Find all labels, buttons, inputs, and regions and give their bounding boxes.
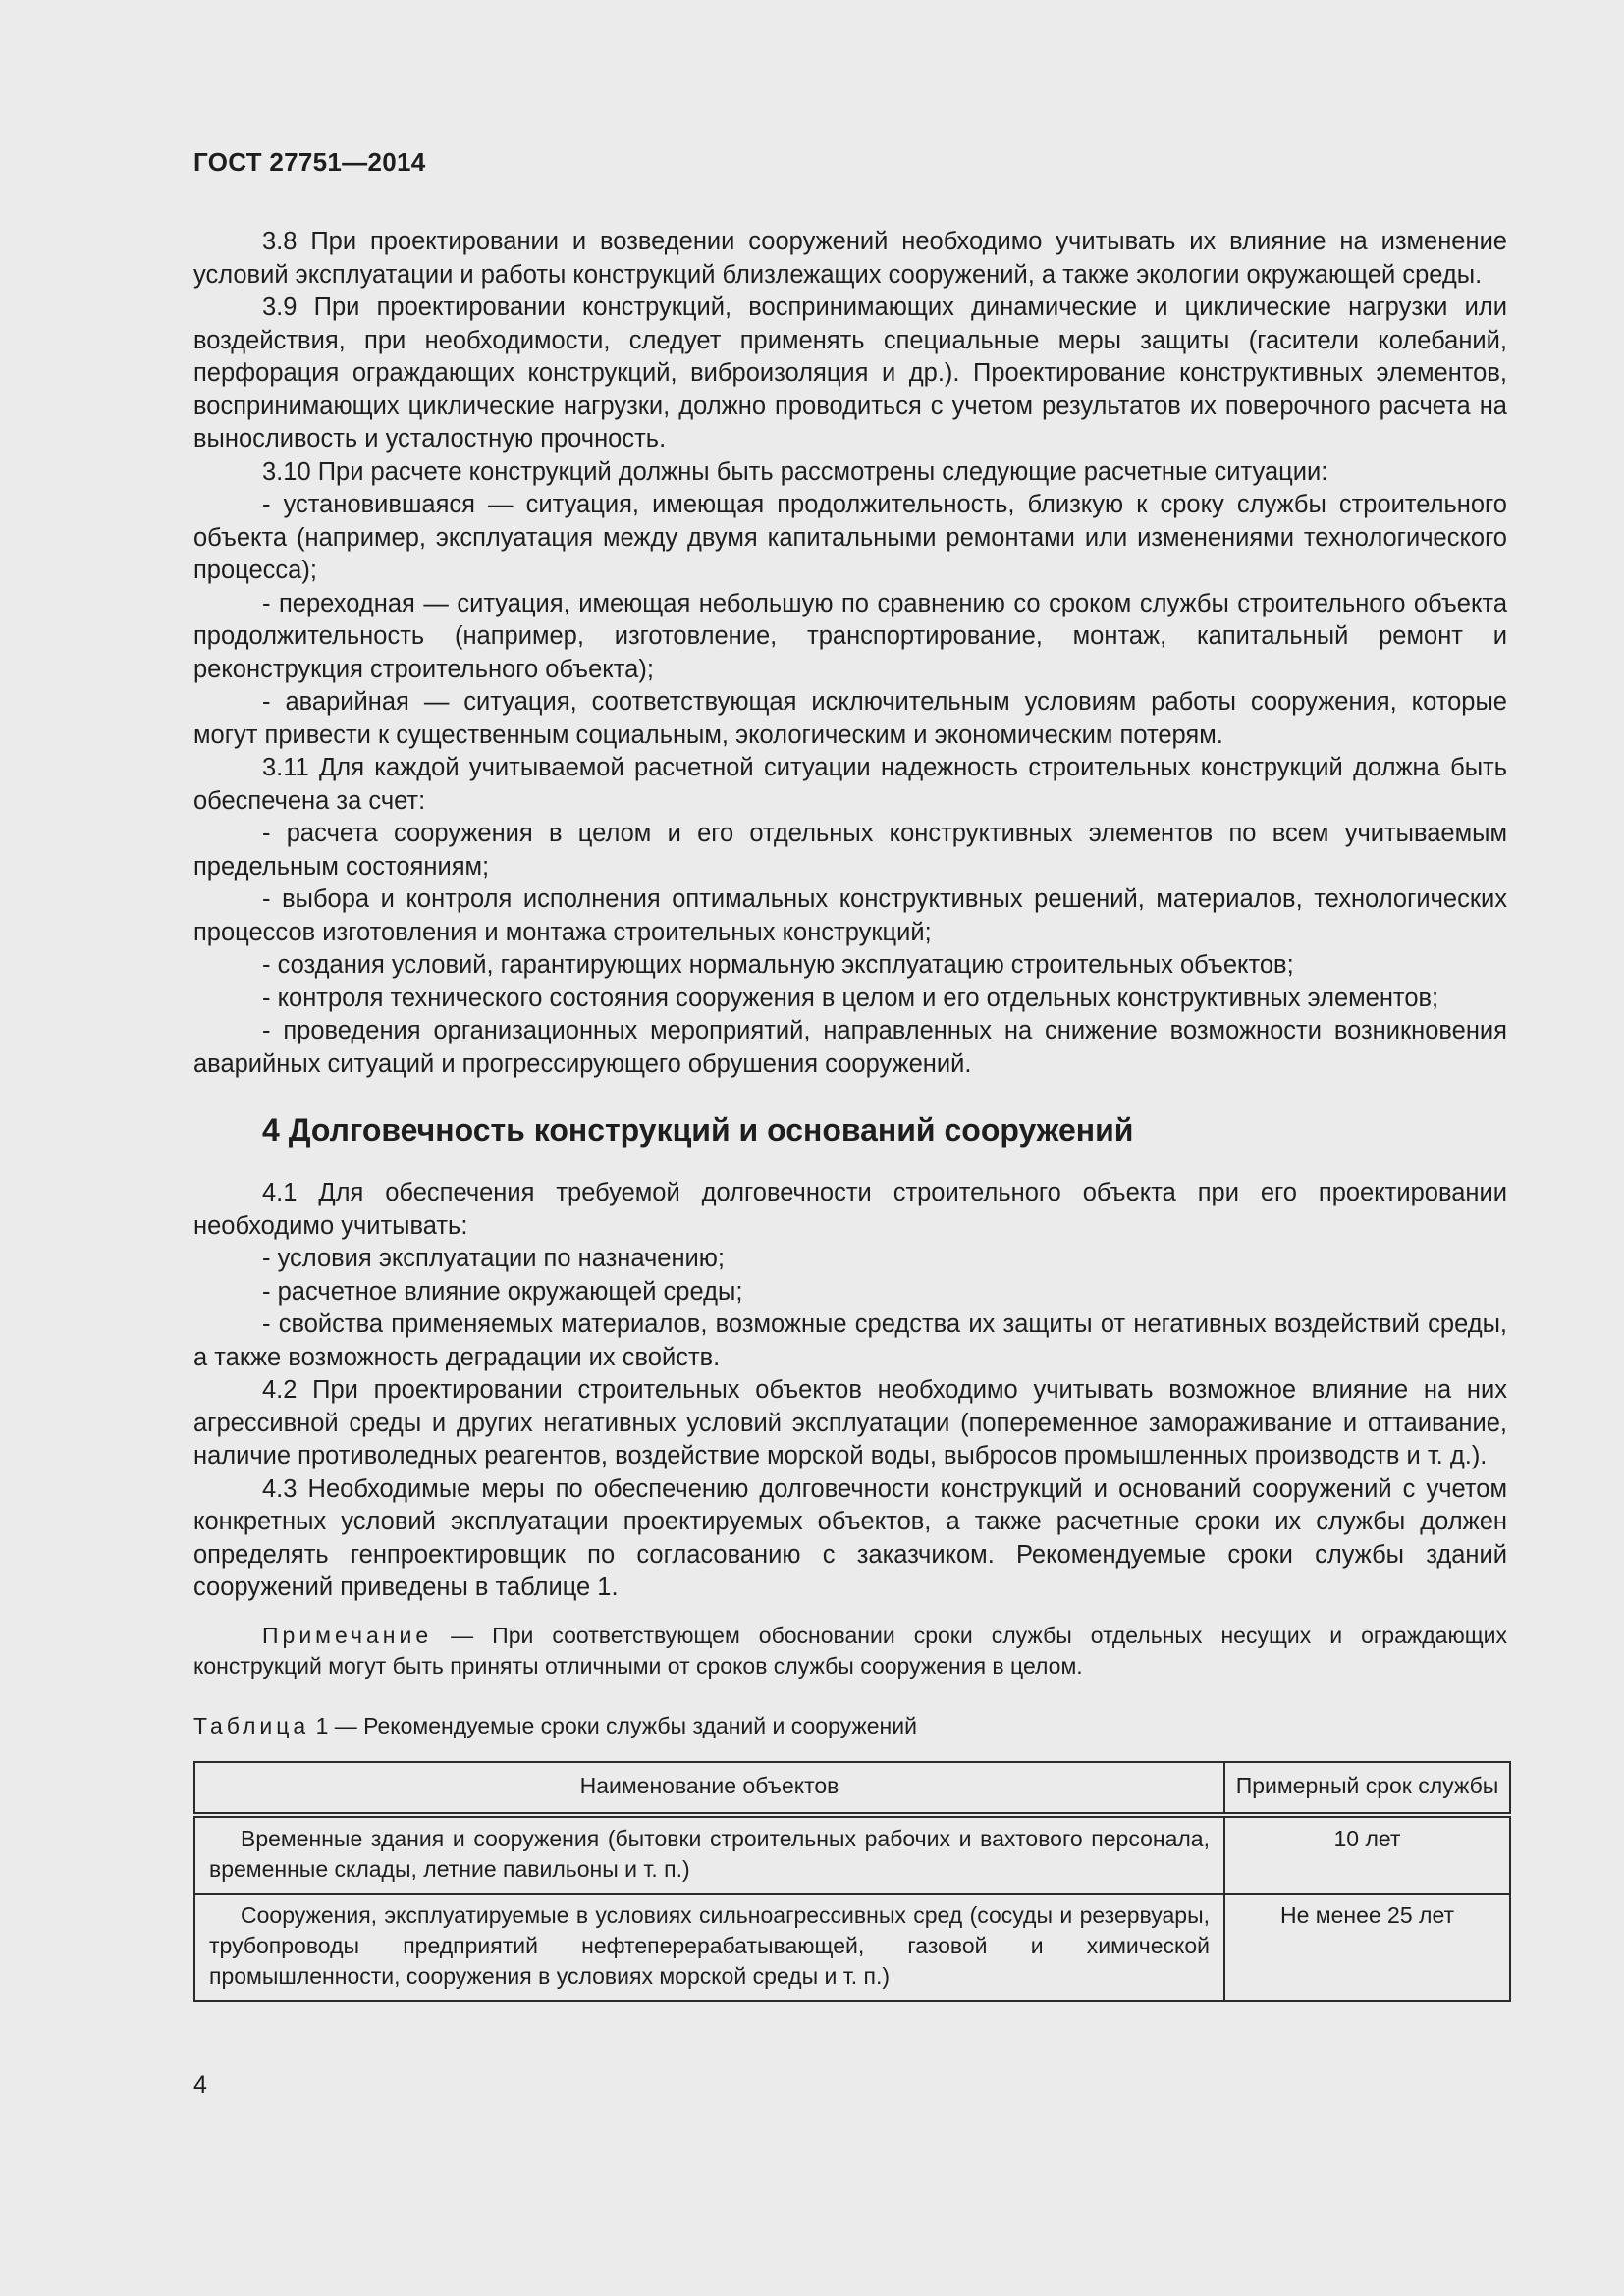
list-item: - условия эксплуатации по назначению; [262, 1245, 726, 1272]
table-caption [193, 1711, 1507, 1741]
table-row [194, 1815, 1510, 1894]
table-cell-object [194, 1894, 1224, 2001]
object-name: Временные здания и сооружения (бытовки строительных рабочих и вахтового персонала, временные склады, летние павильоны и т. п.) [209, 1825, 1210, 1882]
paragraph-3-10: 3.10 При расчете конструкций должны быть рассмотрены следующие расчетные ситуации: [262, 457, 1328, 486]
object-name: Сооружения, эксплуатируемые в условиях сильноагрессивных сред (сосуды и резервуары, трубопроводы предприятий нефтеперерабатывающей, газовой и химической промышленности, сооружения в условиях морской среды и т. п.) [209, 1901, 1210, 1989]
list-item: - выбора и контроля исполнения оптимальных конструктивных решений, материалов, технологических процессов изготовления и монтажа строительных конструкций; [193, 885, 1507, 946]
paragraph-3-11: 3.11 Для каждой учитываемой расчетной ситуации надежность строительных конструкций должна быть обеспечена за счет: [193, 754, 1507, 815]
paragraph-4-3: 4.3 Необходимые меры по обеспечению долговечности конструкций и оснований сооружений с учетом конкретных условий эксплуатации проектируемых объектов, а также расчетные сроки их службы должен определять генпроектировщик по согласованию с заказчиком. Рекомендуемые сроки службы зданий сооружений приведены в таблице 1. [193, 1474, 1507, 1601]
table-caption-text: 1 — Рекомендуемые сроки службы зданий и сооружений [309, 1712, 917, 1738]
list-item: - свойства применяемых материалов, возможные средства их защиты от негативных воздействий среды, а также возможность деградации их свойств. [193, 1310, 1507, 1371]
table-cell-term: 10 лет [1224, 1815, 1510, 1894]
paragraph-3-8: 3.8 При проектировании и возведении сооружений необходимо учитывать их влияние на изменение условий эксплуатации и работы конструкций близлежащих сооружений, а также экологии окружающей среды. [193, 228, 1507, 289]
list-item: - установившаяся — ситуация, имеющая продолжительность, близкую к сроку службы строительного объекта (например, эксплуатация между двумя капитальными ремонтами или изменениями технологического процесса); [193, 491, 1507, 584]
document-body [193, 226, 1507, 2002]
service-life-table [193, 1761, 1511, 2002]
paragraph-4-2: 4.2 При проектировании строительных объектов необходимо учитывать возможное влияние на них агрессивной среды и других негативных условий эксплуатации (попеременное замораживание и оттаивание, наличие противоледных реагентов, воздействие морской воды, выбросов промышленных производств и т. д.). [193, 1376, 1507, 1469]
table-caption-label: Таблица [193, 1712, 310, 1738]
note [193, 1621, 1507, 1682]
paragraph-3-9: 3.9 При проектировании конструкций, воспринимающих динамические и циклические нагрузки или воздействия, при необходимости, следует применять специальные меры защиты (гасители колебаний, перфорация ограждающих конструкций, виброизоляция и др.). Проектирование конструктивных элементов, воспринимающих циклические нагрузки, должно проводиться с учетом результатов их поверочного расчета на выносливость и усталостную прочность. [193, 294, 1507, 453]
list-item: - создания условий, гарантирующих нормальную эксплуатацию строительных объектов; [262, 951, 1294, 979]
note-text: — При соответствующем обосновании сроки службы отдельных несущих и ограждающих конструкций могут быть приняты отличными от сроков службы сооружения в целом. [193, 1622, 1507, 1679]
list-item: - переходная — ситуация, имеющая небольшую по сравнению со сроком службы строительного объекта продолжительность (например, изготовление, транспортирование, монтаж, капитальный ремонт и реконструкция строительного объекта); [193, 589, 1507, 683]
column-header-term: Примерный срок службы [1224, 1762, 1510, 1815]
table-cell-object [194, 1815, 1224, 1894]
table-header-row [194, 1762, 1510, 1815]
list-item: - расчета сооружения в целом и его отдельных конструктивных элементов по всем учитываемым предельным состояниям; [193, 820, 1507, 881]
list-item: - расчетное влияние окружающей среды; [262, 1277, 743, 1306]
table-row [194, 1894, 1510, 2001]
paragraph-4-1: 4.1 Для обеспечения требуемой долговечности строительного объекта при его проектировании необходимо учитывать: [193, 1179, 1507, 1240]
column-header-objects: Наименование объектов [194, 1762, 1224, 1815]
list-item: - аварийная — ситуация, соответствующая исключительным условиям работы сооружения, которые могут привести к существенным социальным, экологическим и экономическим потерям. [193, 688, 1507, 749]
standard-header: ГОСТ 27751—2014 [193, 147, 426, 177]
list-item: - контроля технического состояния сооружения в целом и его отдельных конструктивных элементов; [262, 984, 1439, 1012]
table-cell-term: Не менее 25 лет [1224, 1894, 1510, 2001]
note-label: Примечание [262, 1622, 433, 1648]
section-4-heading: 4 Долговечность конструкций и оснований сооружений [262, 1112, 1134, 1148]
list-item: - проведения организационных мероприятий, направленных на снижение возможности возникновения аварийных ситуаций и прогрессирующего обрушения сооружений. [193, 1017, 1507, 1078]
page-number: 4 [193, 2071, 207, 2099]
